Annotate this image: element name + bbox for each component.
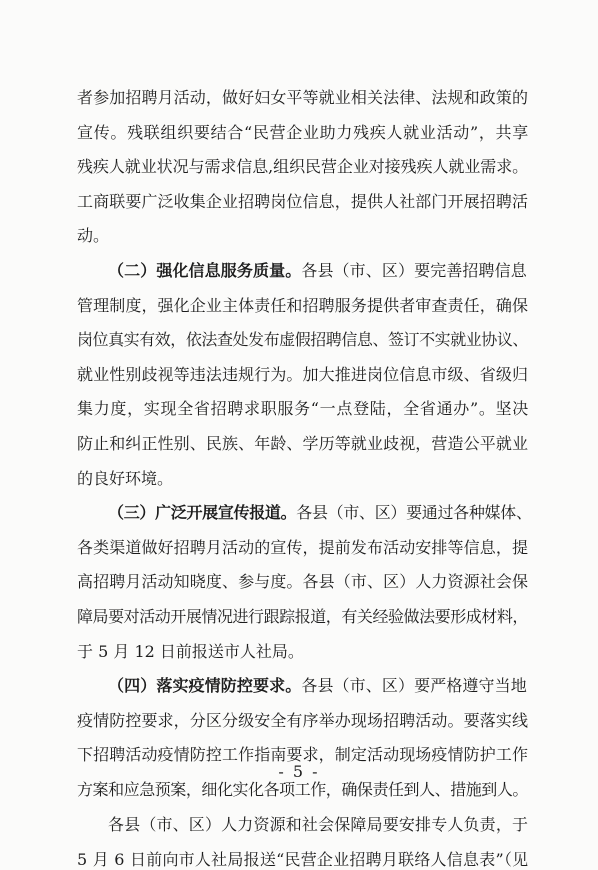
section-heading-3: （三）广泛开展宣传报道。 <box>108 503 297 522</box>
paragraph-2-line-5: 集力度，实现全省招聘求职服务“一点登陆，全省通办”。坚决 <box>77 399 529 418</box>
paragraph-2-text-1: 各县（市、区）要完善招聘信息 <box>301 261 527 280</box>
paragraph-3-line-4: 障局要对活动开展情况进行跟踪报道，有关经验做法要形成材料， <box>77 607 528 626</box>
paragraph-1-line-5: 动。 <box>77 226 110 245</box>
paragraph-2-line-2: 管理制度，强化企业主体责任和招聘服务提供者审查责任，确保 <box>77 296 529 315</box>
paragraph-2-line-6: 防止和纠正性别、民族、年龄、学历等就业歧视，营造公平就业 <box>77 434 529 453</box>
paragraph-5-line-2: 5 月 6 日前向市人社局报送“民营企业招聘月联络人信息表”（见 <box>77 850 529 869</box>
paragraph-3-text-1: 各县（市、区）要通过各种媒体、 <box>296 503 532 522</box>
paragraph-4-line-3: 下招聘活动疫情防控工作指南要求，制定活动现场疫情防护工作 <box>77 745 529 764</box>
page-number: - 5 - <box>278 762 320 781</box>
paragraph-3-line-2: 各类渠道做好招聘月活动的宣传，提前发布活动安排等信息，提 <box>77 538 529 557</box>
paragraph-1-line-2: 宣传。残联组织要结合“民营企业助力残疾人就业活动”，共享 <box>77 123 529 142</box>
paragraph-3-line-1 <box>108 503 532 523</box>
paragraph-5-line-1: 各县（市、区）人力资源和社会保障局要安排专人负责，于 <box>108 815 529 834</box>
paragraph-4-text-1: 各县（市、区）要严格遵守当地 <box>301 676 527 695</box>
paragraph-2-line-3: 岗位真实有效，依法查处发布虚假招聘信息、签订不实就业协议、 <box>77 330 528 349</box>
paragraph-2-line-1 <box>108 261 527 281</box>
paragraph-4-line-2: 疫情防控要求，分区分级安全有序举办现场招聘活动。要落实线 <box>77 711 529 730</box>
paragraph-3-line-3: 高招聘月活动知晓度、参与度。各县（市、区）人力资源社会保 <box>77 572 529 591</box>
section-heading-4: （四）落实疫情防控要求。 <box>108 676 302 695</box>
paragraph-3-line-5: 于 5 月 12 日前报送市人社局。 <box>77 642 304 661</box>
section-heading-2: （二）强化信息服务质量。 <box>108 261 302 280</box>
paragraph-1-line-3: 残疾人就业状况与需求信息,组织民营企业对接残疾人就业需求。 <box>77 157 529 176</box>
paragraph-2-line-7: 的良好环境。 <box>77 469 174 488</box>
paragraph-1-line-4: 工商联要广泛收集企业招聘岗位信息，提供人社部门开展招聘活 <box>77 192 529 211</box>
paragraph-1-line-1: 者参加招聘月活动，做好妇女平等就业相关法律、法规和政策的 <box>77 88 529 107</box>
paragraph-2-line-4: 就业性别歧视等违法违规行为。加大推进岗位信息市级、省级归 <box>77 365 529 384</box>
paragraph-4-line-1 <box>108 676 527 696</box>
paragraph-4-line-4: 方案和应急预案，细化实化各项工作，确保责任到人、措施到人。 <box>77 780 528 799</box>
